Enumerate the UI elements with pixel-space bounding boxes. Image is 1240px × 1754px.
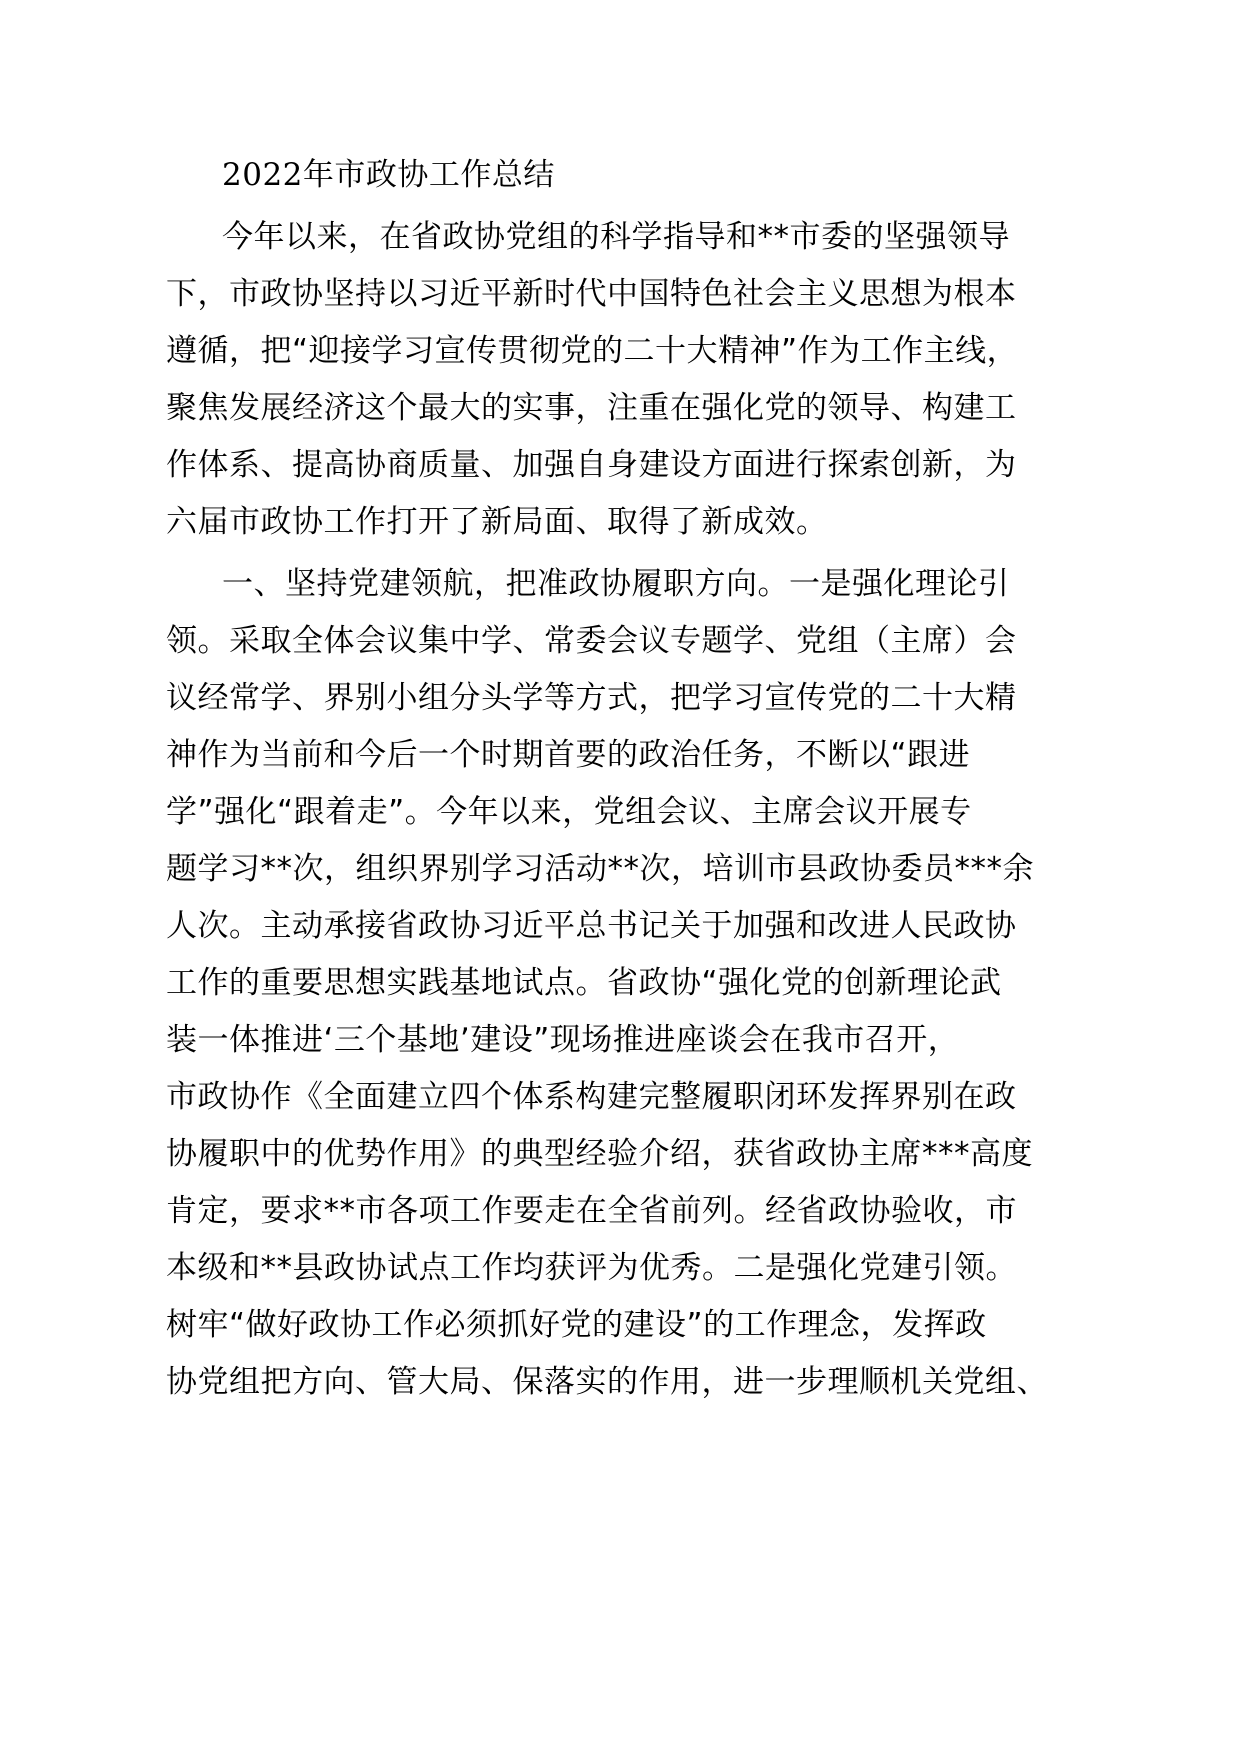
body-line-18: 肯定，要求**市各项工作要走在全省前列。经省政协验收，市 [166, 1193, 1017, 1229]
body-line-12: 题学习**次，组织界别学习活动**次，培训市县政协委员***余 [166, 851, 1034, 887]
body-line-7: 一、坚持党建领航，把准政协履职方向。一是强化理论引 [222, 566, 1010, 602]
body-line-10: 神作为当前和今后一个时期首要的政治任务，不断以“跟进 [166, 737, 971, 773]
body-line-16: 市政协作《全面建立四个体系构建完整履职闭环发挥界别在政 [166, 1079, 1017, 1115]
body-line-15: 装一体推进‘三个基地’建设”现场推进座谈会在我市召开， [166, 1022, 960, 1058]
body-line-9: 议经常学、界别小组分头学等方式，把学习宣传党的二十大精 [166, 680, 1017, 716]
body-line-19: 本级和**县政协试点工作均获评为优秀。二是强化党建引领。 [166, 1250, 1017, 1286]
body-line-4: 聚焦发展经济这个最大的实事，注重在强化党的领导、构建工 [166, 390, 1017, 426]
body-line-11: 学”强化“跟着走”。今年以来，党组会议、主席会议开展专 [166, 794, 972, 830]
body-line-5: 作体系、提高协商质量、加强自身建设方面进行探索创新，为 [166, 447, 1017, 483]
body-line-6: 六届市政协工作打开了新局面、取得了新成效。 [166, 504, 828, 540]
body-line-21: 协党组把方向、管大局、保落实的作用，进一步理顺机关党组、 [166, 1364, 1048, 1400]
body-line-13: 人次。主动承接省政协习近平总书记关于加强和改进人民政协 [166, 908, 1017, 944]
body-line-14: 工作的重要思想实践基地试点。省政协“强化党的创新理论武 [166, 965, 1002, 1001]
body-line-20: 树牢“做好政协工作必须抓好党的建设”的工作理念，发挥政 [166, 1307, 987, 1343]
document-title: 2022年市政协工作总结 [222, 157, 555, 193]
body-line-8: 领。采取全体会议集中学、常委会议专题学、党组（主席）会 [166, 623, 1017, 659]
body-line-2: 下，市政协坚持以习近平新时代中国特色社会主义思想为根本 [166, 276, 1017, 312]
body-line-3: 遵循，把“迎接学习宣传贯彻党的二十大精神”作为工作主线， [166, 333, 1019, 369]
body-line-1: 今年以来，在省政协党组的科学指导和**市委的坚强领导 [222, 219, 1010, 255]
body-line-17: 协履职中的优势作用》的典型经验介绍，获省政协主席***高度 [166, 1136, 1033, 1172]
